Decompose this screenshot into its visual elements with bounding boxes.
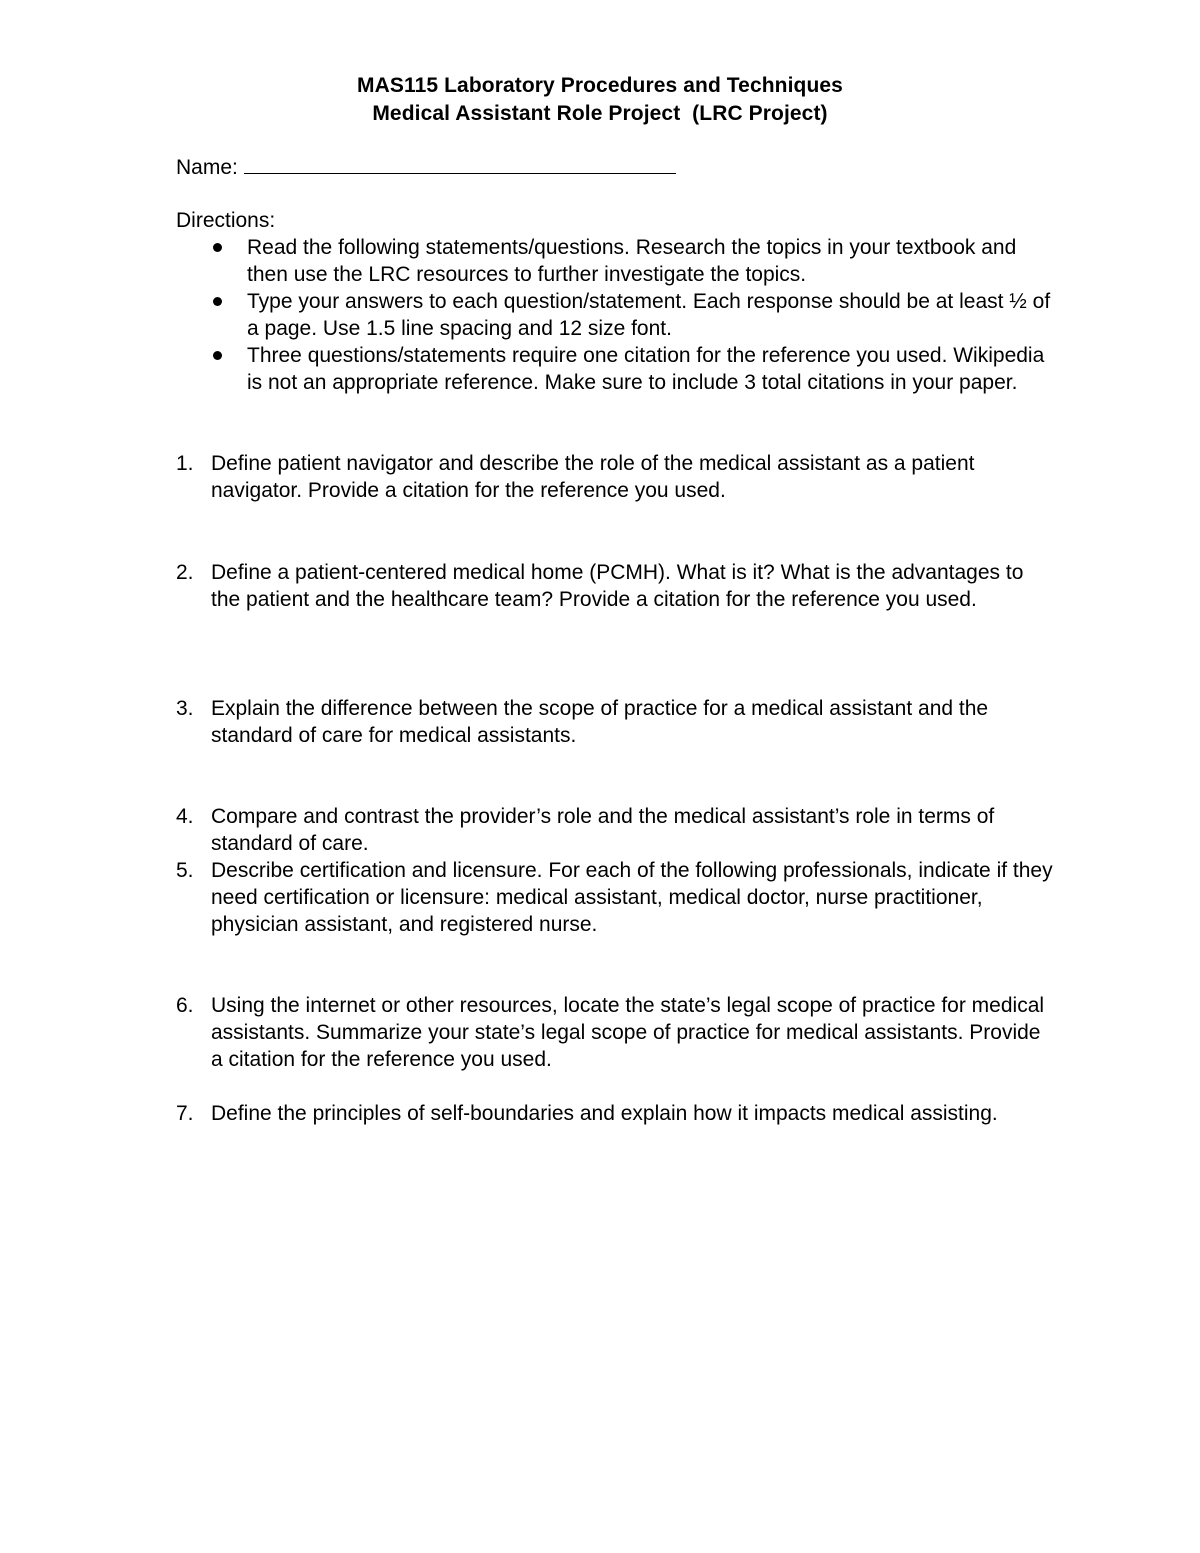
directions-item-text: Type your answers to each question/statement. Each response should be at least ½ of a page. Use 1.5 line spacing and 12 size font. [247, 290, 1051, 340]
question-number: 6. [176, 994, 194, 1017]
question-text: Using the internet or other resources, locate the state’s legal scope of practice for medical assistants. Summarize your state’s legal scope of practice for medical assistants. Provide a citation for the reference you used. [211, 994, 1045, 1071]
bullet-icon [213, 297, 222, 306]
directions-heading: Directions: [176, 209, 276, 232]
directions-item [176, 234, 1056, 288]
directions-item [176, 288, 1056, 342]
directions-list [176, 234, 1056, 396]
directions-item [176, 342, 1056, 396]
title-project: Medical Assistant Role Project (LRC Project) [372, 102, 828, 125]
name-blank-line[interactable] [244, 153, 676, 174]
name-field-row [176, 153, 676, 181]
question-item [176, 450, 1056, 504]
question-text: Explain the difference between the scope of practice for a medical assistant and the standard of care for medical assistants. [211, 697, 989, 747]
question-number: 3. [176, 697, 194, 720]
question-number: 4. [176, 805, 194, 828]
question-text: Define patient navigator and describe the role of the medical assistant as a patient navigator. Provide a citation for the reference you used. [211, 452, 975, 502]
question-text: Define a patient-centered medical home (PCMH). What is it? What is the advantages to the patient and the healthcare team? Provide a citation for the reference you used. [211, 561, 1024, 611]
question-number: 2. [176, 561, 194, 584]
title-course: MAS115 Laboratory Procedures and Techniques [357, 74, 843, 97]
directions-item-text: Three questions/statements require one citation for the reference you used. Wikipedia is not an appropriate reference. Make sure to include 3 total citations in your paper. [247, 344, 1045, 394]
question-item [176, 857, 1056, 938]
question-item [176, 695, 1056, 749]
question-text: Describe certification and licensure. For each of the following professionals, indicate if they need certification or licensure: medical assistant, medical doctor, nurse practitioner, physician assistant, and registered nurse. [211, 859, 1053, 936]
question-number: 1. [176, 452, 194, 475]
question-item [176, 1100, 1056, 1127]
question-number: 5. [176, 859, 194, 882]
question-item [176, 803, 1056, 857]
question-text: Compare and contrast the provider’s role and the medical assistant’s role in terms of standard of care. [211, 805, 995, 855]
question-text: Define the principles of self-boundaries and explain how it impacts medical assisting. [211, 1102, 998, 1125]
directions-item-text: Read the following statements/questions. Research the topics in your textbook and then use the LRC resources to further investigate the topics. [247, 236, 1017, 286]
question-item [176, 559, 1056, 613]
bullet-icon [213, 351, 222, 360]
document-title [0, 72, 1200, 128]
name-label: Name: [176, 156, 238, 179]
bullet-icon [213, 243, 222, 252]
question-number: 7. [176, 1102, 194, 1125]
question-item [176, 992, 1056, 1073]
